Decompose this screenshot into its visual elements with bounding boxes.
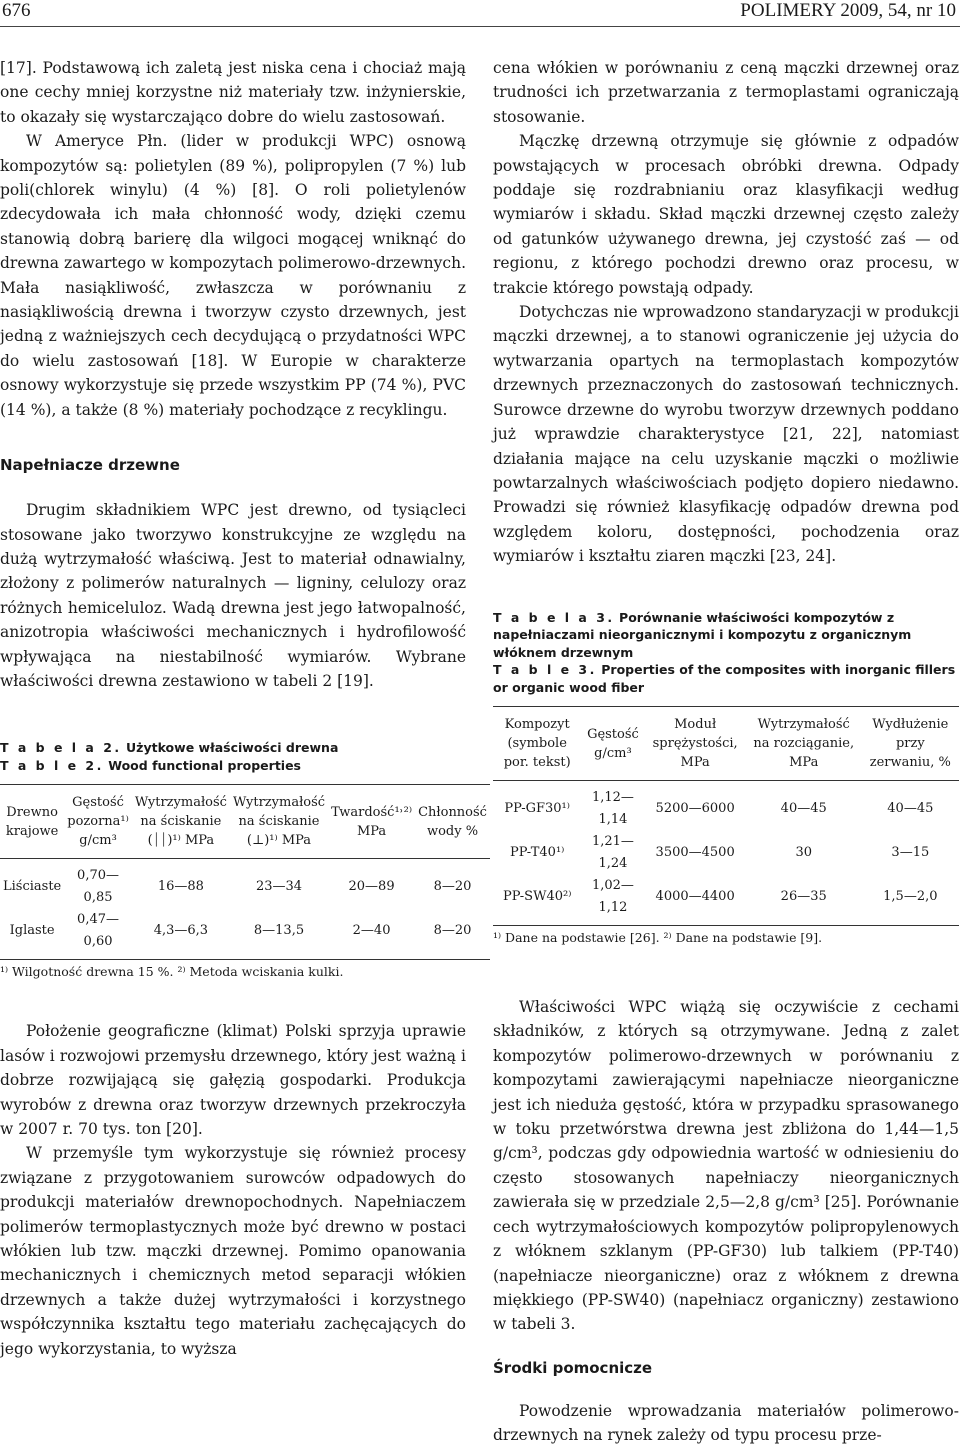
- table-row: [0, 859, 490, 910]
- right-column: [493, 56, 959, 1448]
- table3: [493, 706, 959, 926]
- table-cell: 23—34: [255, 879, 303, 895]
- paragraph: Powodzenie wprowadzania materiałów polimerowo-drzewnych na rynek zależy od typu procesu prze-: [493, 1401, 959, 1445]
- table-cell: 4,3—6,3: [132, 909, 230, 960]
- table-cell: PP-T40¹⁾: [510, 845, 565, 861]
- table-cell: 20—89: [348, 879, 395, 895]
- table3-title-pl: Porównanie właściwości kompozytów z napełniaczami nieorganicznymi i kompozytu z organicznym włóknem drzewnym: [493, 609, 912, 660]
- table-header-cell: Moduł sprężystości, MPa: [645, 707, 746, 781]
- table-row: [0, 909, 490, 960]
- table-cell: 0,47—0,60: [64, 909, 132, 960]
- table-header-cell: Twardość¹˒²⁾ MPa: [328, 785, 415, 859]
- paragraph: [17]. Podstawową ich zaletą jest niska cena i chociaż mają one cechy mniej korzystne niż materiały tzw. inżynierskie, to okazały się wystarczająco dobre do wielu zastosowań.: [0, 59, 466, 126]
- table-cell: 40—45: [780, 801, 827, 817]
- table-cell: 1,12—1,14: [591, 790, 634, 828]
- table-header-cell: Gęstość g/cm³: [581, 707, 644, 781]
- table3-label-pl: T a b e l a 3.: [493, 609, 615, 625]
- table-cell: Liściaste: [3, 879, 62, 895]
- paragraph: Mączkę drzewną otrzymuje się głównie z odpadów powstających w procesach obróbki drewna. Odpady poddaje się rozdrabnianiu oraz klasyfikacji według wymiarów i składu. Skład mączki drzewnej często zależy od gatunków używanego drewna, jej czystość zaś — od regionu, z którego pochodzi drewno oraz procesu, w trakcie którego powstają odpady.: [493, 132, 959, 297]
- table-cell: Iglaste: [0, 909, 64, 960]
- table-cell: 2—40: [328, 909, 415, 960]
- table-header-cell: Wytrzymałość na rozciąganie, MPa: [746, 707, 862, 781]
- table-header-cell: Kompozyt (symbole por. tekst): [493, 707, 581, 781]
- table-header-cell: Chłonność wody %: [415, 785, 490, 859]
- table-cell: 1,02—1,12: [581, 875, 644, 926]
- table2-label-pl: T a b e l a 2.: [0, 740, 122, 756]
- table3-label-en: T a b l e 3.: [493, 662, 597, 678]
- table-cell: 1,21—1,24: [591, 834, 634, 872]
- table-cell: 40—45: [887, 801, 934, 817]
- table3-footnote: ¹⁾ Dane na podstawie [26]. ²⁾ Dane na podstawie [9].: [493, 930, 823, 946]
- left-column: [0, 56, 487, 1361]
- table2-label-en: T a b l e 2.: [0, 757, 104, 773]
- page-number: 676: [2, 0, 31, 21]
- table-cell: 16—88: [157, 879, 204, 895]
- table-header-cell: Gęstość pozorna¹⁾ g/cm³: [64, 785, 132, 859]
- table-cell: 0,70—0,85: [77, 868, 119, 906]
- paragraph: cena włókien w porównaniu z ceną mączki drzewnej oraz trudności ich przetwarzania z termoplastami ograniczają stosowanie.: [493, 59, 959, 126]
- table-row: [493, 831, 959, 875]
- section-heading: Środki pomocnicze: [493, 1358, 653, 1377]
- table-cell: 8—13,5: [230, 909, 328, 960]
- table-row: [493, 875, 959, 926]
- paragraph: Drugim składnikiem WPC jest drewno, od tysiącleci stosowane jako tworzywo konstrukcyjne ze względu na dużą wytrzymałość właściwą. Jest to materiał odnawialny, złożony z polimerów naturalnych — ligniny, celulozy oraz różnych hemiceluloz. Wadą drewna jest jego łatwopalność, anizotropia właściwości mechanicznych i hydrofilowość wpływająca na niestabilność wymiarów. Wybrane właściwości drewna zestawiono w tabeli 2 [19].: [0, 501, 466, 690]
- table2-caption: [0, 739, 466, 774]
- paragraph: Dotychczas nie wprowadzono standaryzacji w produkcji mączki drzewnej, a to stanowi ograniczenie jej użycia do wytwarzania opartych na termoplastach kompozytów drzewnych przeznaczonych do zastosowań technicznych. Surowce drzewne do wyrobu tworzyw drzewnych poddano już wprawdzie charakterystyce [21, 22], natomiast działania mające na celu uzyskanie mączki o możliwie powtarzalnych właściwościach podjęto dopiero niedawno. Prowadzi się również klasyfikację odpadów drewna pod względem koloru, dostępności, pochodzenia oraz wymiarów i kształtu ziaren mączki [23, 24].: [493, 303, 959, 566]
- table-cell: 5200—6000: [655, 801, 735, 817]
- table-header-cell: Wytrzymałość na ściskanie (⊥)¹⁾ MPa: [230, 785, 328, 859]
- table-cell: 4000—4400: [645, 875, 746, 926]
- table-cell: 3—15: [891, 845, 930, 861]
- paragraph: W przemyśle tym wykorzystuje się również procesy związane z przygotowaniem surowców odpadowych do produkcji materiałów drewnopochodnych. Napełniaczem polimerów termoplastycznych może być drewno w postaci włókien lub tzw. mączki drzewnej. Pomimo opanowania mechanicznych i chemicznych metod separacji włókien drzewnych a także dużej wytrzymałości i korzystnego współczynnika kształtu tego materiału zachęcających do jego wykorzystania, to wyższa: [0, 1144, 466, 1358]
- table3-caption: [493, 609, 959, 697]
- table-cell: 26—35: [746, 875, 862, 926]
- table-cell: PP-GF30¹⁾: [504, 801, 570, 817]
- running-header: [0, 0, 960, 22]
- table2: [0, 784, 490, 960]
- table-cell: 8—20: [433, 879, 472, 895]
- section-heading: Napełniacze drzewne: [0, 456, 180, 475]
- table-header-cell: Wydłużenie przy zerwaniu, %: [862, 707, 959, 781]
- paragraph: Położenie geograficzne (klimat) Polski sprzyja uprawie lasów i rozwojowi przemysłu drzewnego, który jest ważną i dobrze rozwijającą się gałęzią gospodarki. Produkcja wyrobów z drewna oraz tworzyw drzewnych przekroczyła w 2007 r. 70 tys. ton [20].: [0, 1022, 466, 1138]
- table2-footnote: ¹⁾ Wilgotność drewna 15 %. ²⁾ Metoda wciskania kulki.: [0, 964, 344, 980]
- table3-title-en: Properties of the composites with inorganic fillers or organic wood fiber: [493, 662, 956, 695]
- table-header-cell: Drewno krajowe: [0, 785, 64, 859]
- table-cell: 8—20: [415, 909, 490, 960]
- table-cell: PP-SW40²⁾: [493, 875, 581, 926]
- table-header-cell: Wytrzymałość na ściskanie (⏐⏐)¹⁾ MPa: [132, 785, 230, 859]
- journal-citation: POLIMERY 2009, 54, nr 10: [740, 0, 956, 21]
- paragraph: W Ameryce Płn. (lider w produkcji WPC) osnową kompozytów są: polietylen (89 %), polipropylen (7 %) lub poli(chlorek winylu) (4 %) [8]. O roli polietylenów zdecydowała ich mała chłonność wody, dzięki czemu stanowią dobrą barierę dla wilgoci mogącej wniknąć do drewna zawartego w kompozytach polimerowo-drzewnych. Mała nasiąkliwość, zwłaszcza w porównaniu z nasiąkliwością drewna i tworzyw czysto drzewnych, jest jedną z ważniejszych cech decydującą o przydatności WPC do wielu zastosowań [18]. W Europie w charakterze osnowy wykorzystuje się przede wszystkim PP (74 %), PVC (14 %), a także (8 %) materiały pochodzące z recyklingu.: [0, 132, 466, 419]
- table2-title-pl: Użytkowe właściwości drewna: [126, 740, 339, 756]
- table-cell: 1,5—2,0: [862, 875, 959, 926]
- paragraph: Właściwości WPC wiążą się oczywiście z cechami składników, z których są otrzymywane. Jedną z zalet kompozytów polimerowo-drzewnych w porównaniu z kompozytami zawierającymi napełniacze nieorganiczne jest ich nieduża gęstość, która w przypadku sprasowanego w toku przetwórstwa drewna jest zbliżona do 1,44—1,5 g/cm³, podczas gdy odpowiednia wartość w odniesieniu do często stosowanych napełniaczy nieorganicznych zawierała się w przedziale 2,5—2,8 g/cm³ [25]. Porównanie cech wytrzymałościowych kompozytów polipropylenowych z włóknem szklanym (PP-GF30) lub talkiem (PP-T40) (napełniacze nieorganiczne) oraz z włóknem z drewna miękkiego (PP-SW40) (napełniacz organiczny) zestawiono w tabeli 3.: [493, 998, 959, 1334]
- table2-title-en: Wood functional properties: [108, 757, 301, 773]
- table-cell: 30: [795, 845, 812, 861]
- table-row: [493, 781, 959, 832]
- header-rule: [0, 26, 960, 27]
- table-cell: 3500—4500: [655, 845, 735, 861]
